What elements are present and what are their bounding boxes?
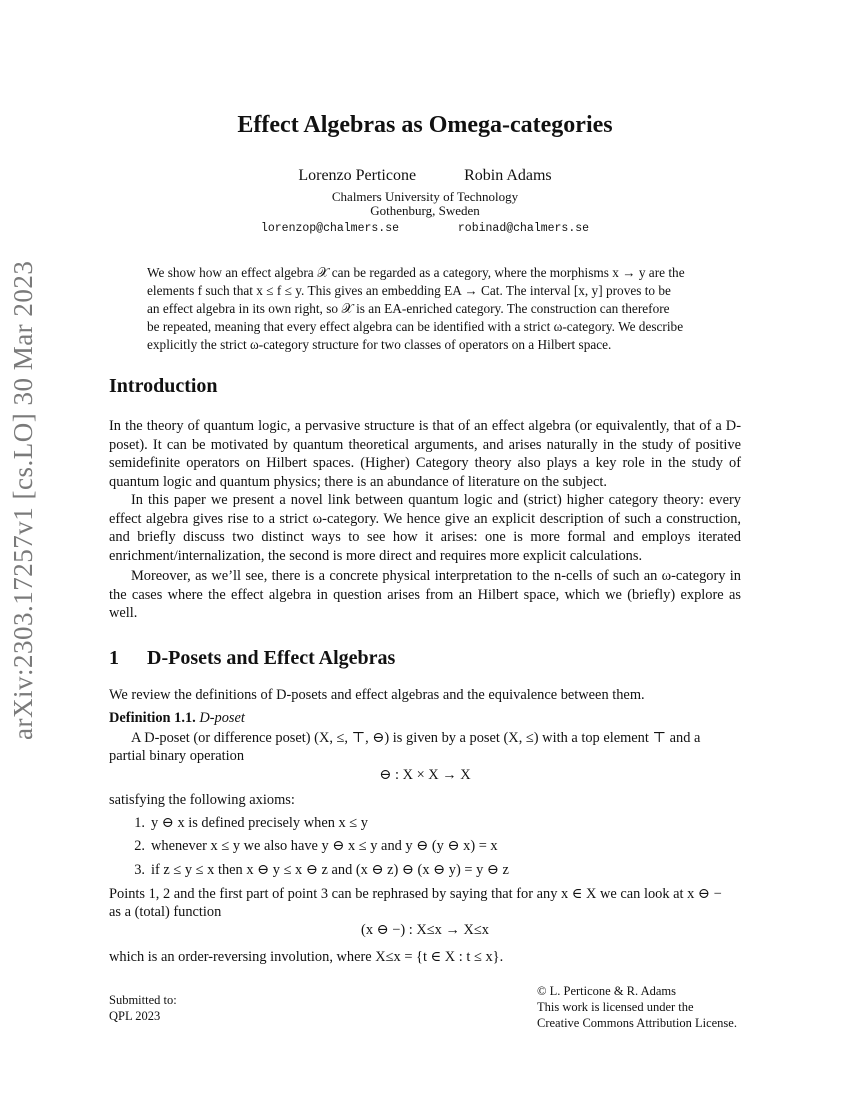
arxiv-identifier: arXiv:2303.17257v1 [cs.LO] 30 Mar 2023 (8, 260, 38, 740)
submission-line: QPL 2023 (109, 1009, 161, 1023)
intro-heading: Introduction (109, 375, 218, 397)
author-name: Robin Adams (464, 167, 552, 184)
axiom-number: 3. (134, 862, 145, 878)
submission-line: Submitted to: (109, 993, 177, 1007)
axiom-item (117, 815, 737, 832)
abstract (147, 264, 705, 354)
section-number: 1 (109, 647, 119, 669)
definition-header (109, 709, 741, 728)
email-list (0, 222, 850, 235)
license-note (537, 983, 737, 1031)
affiliation-line: Chalmers University of Technology (331, 189, 519, 204)
body-text: which is an order-reversing involution, where X≤x = {t ∈ X : t ≤ x}. (109, 949, 504, 965)
email-address: lorenzop@chalmers.se (260, 222, 399, 235)
axiom-number: 1. (134, 815, 145, 831)
definition-label: Definition 1.1. (109, 710, 196, 726)
abstract-line: elements f such that x ≤ f ≤ y. This gives an embedding EA → Cat. The interval [x, y] proves to be (147, 283, 671, 298)
intro-paragraph: In this paper we present a novel link between quantum logic and (strict) higher category theory: every effect algebra gives rise to a strict ω-category. We hence give an explicit description of such a construction, and briefly discuss two distinct ways to see how it arises: one is more formal and employs iterated enrichment/internalization, the second is more direct and requires more explicit calculations. (109, 492, 741, 564)
license-line: Creative Commons Attribution License. (537, 1016, 737, 1030)
submission-note (109, 992, 177, 1024)
section-title: D-Posets and Effect Algebras (147, 647, 396, 669)
affiliation-line: Gothenburg, Sweden (370, 203, 480, 218)
affiliation (0, 190, 850, 218)
abstract-line: explicitly the strict ω-category structure for two classes of operators on a Hilbert space. (147, 337, 612, 352)
license-line: This work is licensed under the (537, 1000, 694, 1014)
axiom-text: whenever x ≤ y we also have y ⊖ x ≤ y and y ⊖ (y ⊖ x) = x (151, 838, 498, 854)
definition-text: partial binary operation (109, 748, 245, 764)
formula: (x ⊖ −) : X≤x → X≤x (361, 922, 489, 938)
abstract-line: We show how an effect algebra 𝒳 can be regarded as a category, where the morphisms x → y are the (147, 265, 685, 280)
body-text: Points 1, 2 and the first part of point 3 can be rephrased by saying that for any x ∈ X we can look at x ⊖ − (109, 886, 722, 902)
intro-paragraph: In the theory of quantum logic, a pervasive structure is that of an effect algebra (or equivalently, that of a D-poset). It can be motivated by quantum theoretical arguments, and arises naturally in the study of positive semidefinite operators on Hilbert spaces. (Higher) Category theory also plays a key role in the study of quantum logic and quantum physics; there is an abundance of literature on the subject. (109, 418, 741, 490)
abstract-line: be repeated, meaning that every effect algebra can be identified with a strict ω-category. We describe (147, 319, 684, 334)
axioms-intro: satisfying the following axioms: (109, 792, 295, 808)
paper-title: Effect Algebras as Omega-categories (237, 112, 613, 138)
axiom-text: y ⊖ x is defined precisely when x ≤ y (151, 815, 368, 831)
author-name: Lorenzo Perticone (298, 167, 417, 184)
definition-text: A D-poset (or difference poset) (X, ≤, ⊤, ⊖) is given by a poset (X, ≤) with a top element ⊤ and a (131, 730, 701, 746)
formula: ⊖ : X × X → X (379, 767, 471, 783)
axiom-number: 2. (134, 838, 145, 854)
email-address: robinad@chalmers.se (457, 222, 590, 235)
axiom-item (117, 862, 737, 879)
definition-name: D-poset (199, 710, 245, 726)
license-line: © L. Perticone & R. Adams (537, 984, 676, 998)
abstract-line: an effect algebra in its own right, so 𝒳 is an EA-enriched category. The construction can therefore (147, 301, 670, 316)
axiom-text: if z ≤ y ≤ x then x ⊖ y ≤ x ⊖ z and (x ⊖ z) ⊖ (x ⊖ y) = y ⊖ z (151, 862, 509, 878)
body-text: as a (total) function (109, 904, 222, 920)
intro-paragraph: Moreover, as we’ll see, there is a concrete physical interpretation to the n-cells of such an ω-category in the cases where the effect algebra in question arises from an Hilbert space, which we (briefly) explore as well. (109, 568, 741, 621)
author-list (0, 167, 850, 185)
section-lead: We review the definitions of D-posets and effect algebras and the equivalence between them. (109, 687, 645, 703)
section-heading (109, 647, 395, 670)
axiom-item (117, 838, 737, 855)
